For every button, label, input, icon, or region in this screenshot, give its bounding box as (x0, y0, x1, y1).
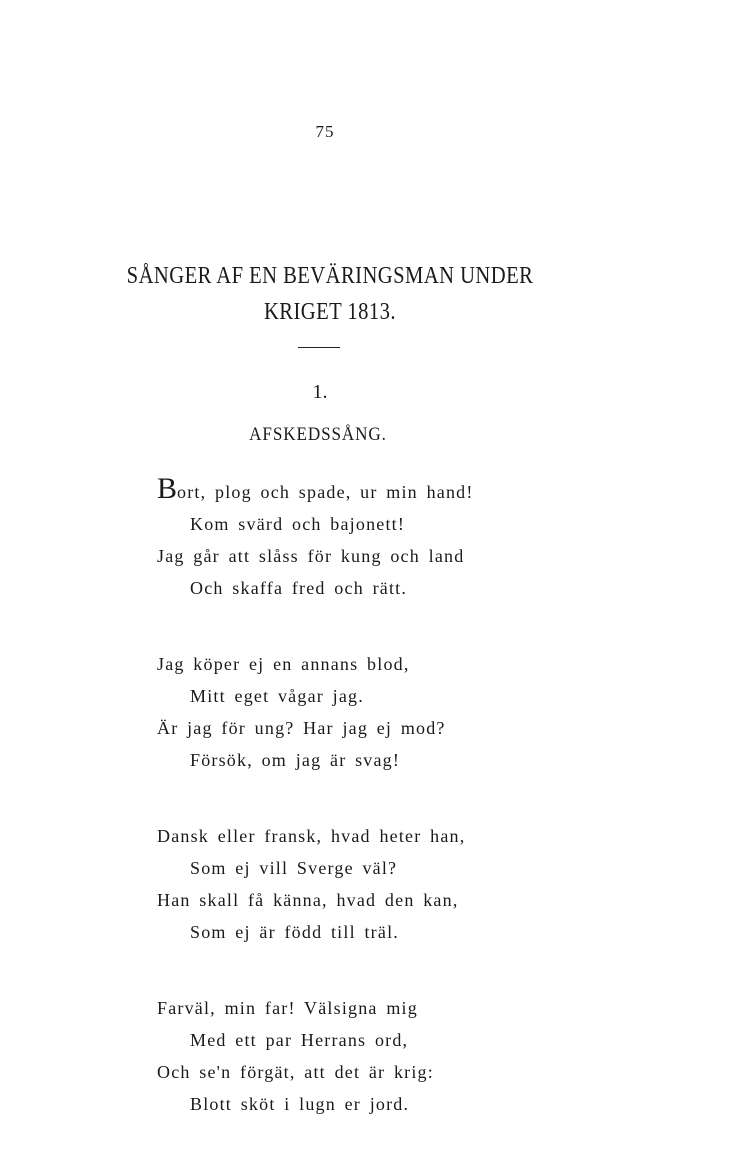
poem-line (157, 472, 577, 508)
section-number: 1. (312, 381, 328, 403)
poem (157, 472, 577, 1164)
stanza-2 (157, 648, 577, 776)
poem-line-text: ort, plog och spade, ur min hand! (177, 482, 474, 502)
poem-line: Dansk eller fransk, hvad heter han, (157, 826, 466, 846)
poem-line: Är jag för ung? Har jag ej mod? (157, 718, 446, 738)
poem-line: Mitt eget vågar jag. (190, 686, 364, 706)
poem-line: Blott sköt i lugn er jord. (190, 1094, 410, 1114)
poem-line: Försök, om jag är svag! (190, 750, 401, 770)
divider-rule (298, 347, 340, 348)
stanza-3 (157, 820, 577, 948)
poem-line: Som ej är född till träl. (190, 922, 399, 942)
poem-line: Och skaffa fred och rätt. (190, 578, 408, 598)
poem-line: Farväl, min far! Välsigna mig (157, 998, 418, 1018)
poem-line: Och se'n förgät, att det är krig: (157, 1062, 434, 1082)
poem-line: Kom svärd och bajonett! (190, 514, 406, 534)
drop-cap: B (157, 472, 178, 505)
poem-line: Han skall få känna, hvad den kan, (157, 890, 459, 910)
title-line-2: KRIGET 1813. (263, 299, 397, 325)
page-number: 75 (315, 122, 335, 141)
stanza-1 (157, 472, 577, 604)
poem-line: Jag går att slåss för kung och land (157, 546, 465, 566)
section-title: AFSKEDSSÅNG. (249, 424, 387, 445)
poem-line: Jag köper ej en annans blod, (157, 654, 410, 674)
title-line-1: SÅNGER AF EN BEVÄRINGSMAN UNDER (126, 263, 534, 289)
poem-line: Som ej vill Sverge väl? (190, 858, 398, 878)
stanza-4 (157, 992, 577, 1120)
page-title (98, 258, 562, 330)
poem-line: Med ett par Herrans ord, (190, 1030, 409, 1050)
